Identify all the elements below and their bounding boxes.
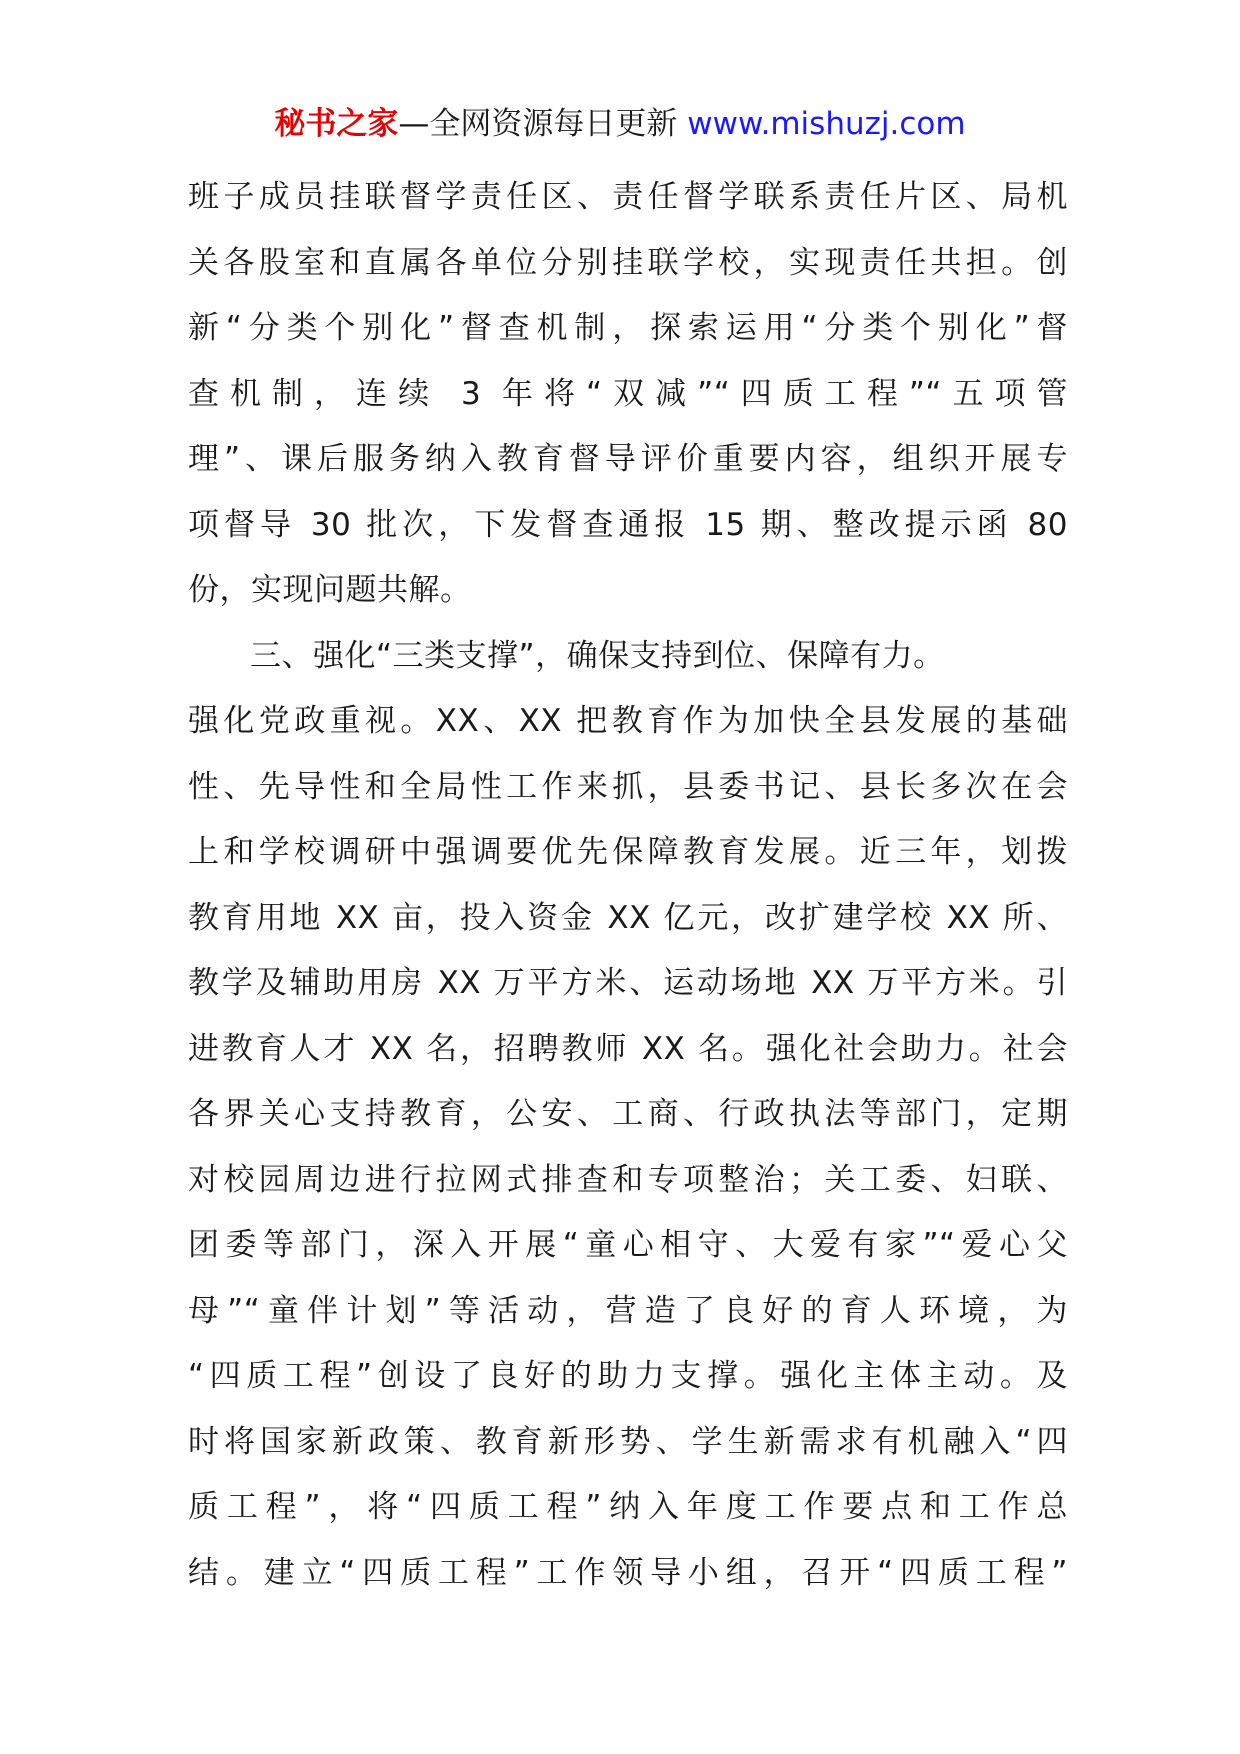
text-line: 新“分类个别化”督查机制，探索运用“分类个别化”督 — [188, 310, 1068, 346]
site-header — [0, 100, 1240, 148]
text-line: 教学及辅助用房 XX 万平方米、运动场地 XX 万平方米。引 — [188, 965, 1068, 1001]
text-line: 母”“童伴计划”等活动，营造了良好的育人环境，为 — [188, 1292, 1068, 1329]
text-line: 进教育人才 XX 名，招聘教师 XX 名。强化社会助力。社会 — [188, 1030, 1068, 1067]
text-line: 强化党政重视。XX、XX 把教育作为加快全县发展的基础 — [188, 703, 1068, 739]
text-line: 上和学校调研中强调要优先保障教育发展。近三年，划拨 — [188, 834, 1068, 870]
site-slogan: —全网资源每日更新 — [398, 106, 678, 142]
section-heading: 三、强化“三类支撑”，确保支持到位、保障有力。 — [250, 637, 945, 674]
text-line: 教育用地 XX 亩，投入资金 XX 亿元，改扩建学校 XX 所、 — [188, 899, 1068, 936]
text-line: 关各股室和直属各单位分别挂联学校，实现责任共担。创 — [188, 244, 1068, 281]
text-line: 时将国家新政策、教育新形势、学生新需求有机融入“四 — [188, 1423, 1068, 1460]
text-line: 对校园周边进行拉网式排查和专项整治；关工委、妇联、 — [188, 1161, 1068, 1198]
text-line: “四质工程”创设了良好的助力支撑。强化主体主动。及 — [188, 1358, 1068, 1394]
text-line: 质工程”，将“四质工程”纳入年度工作要点和工作总 — [188, 1489, 1068, 1525]
text-line: 团委等部门，深入开展“童心相守、大爱有家”“爱心父 — [188, 1227, 1068, 1263]
text-line: 性、先导性和全局性工作来抓，县委书记、县长多次在会 — [188, 768, 1068, 805]
document-body — [188, 165, 1068, 1606]
text-line: 项督导 30 批次，下发督查通报 15 期、整改提示函 80 — [188, 506, 1068, 543]
site-brand: 秘书之家 — [274, 106, 399, 142]
text-line: 结。建立“四质工程”工作领导小组，召开“四质工程” — [188, 1554, 1068, 1591]
text-line: 份，实现问题共解。 — [188, 572, 472, 608]
text-line: 各界关心支持教育，公安、工商、行政执法等部门，定期 — [188, 1096, 1068, 1132]
site-url-link[interactable]: www.mishuzj.com — [687, 106, 966, 142]
text-line: 理”、课后服务纳入教育督导评价重要内容，组织开展专 — [188, 441, 1068, 477]
text-line: 查机制，连续 3 年将“双减”“四质工程”“五项管 — [188, 375, 1068, 412]
text-line: 班子成员挂联督学责任区、责任督学联系责任片区、局机 — [188, 179, 1068, 215]
